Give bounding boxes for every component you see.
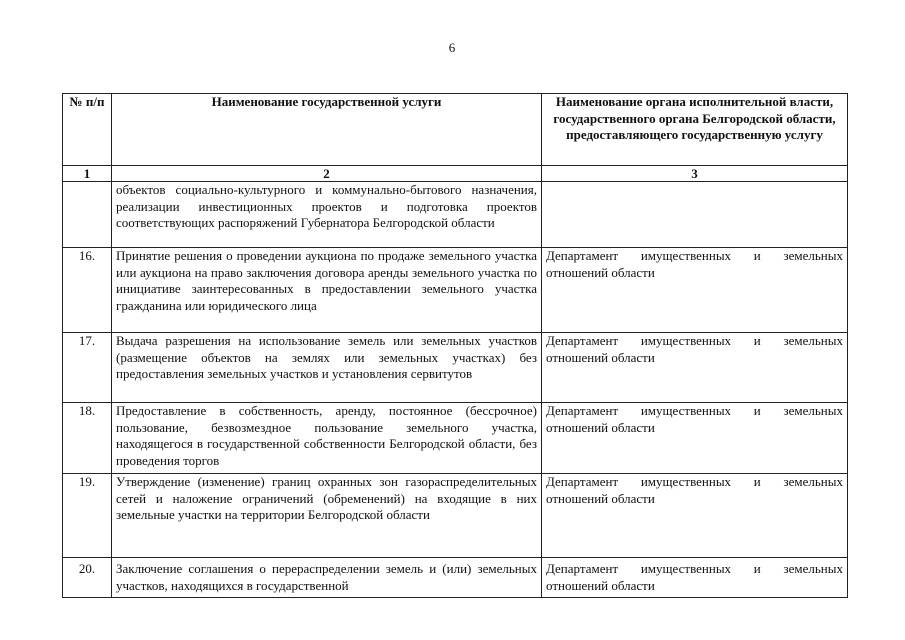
table-row [63,333,848,403]
column-index: 1 [63,166,112,182]
organization-name: Департамент имущественных и земельных отношений области [542,333,848,403]
column-index: 2 [112,166,542,182]
service-name: Утверждение (изменение) границ охранных зон газораспределительных сетей и наложение ограничений (обременений) на входящие в них земельные участки на территории Белгородской области [112,474,542,558]
row-number [63,182,112,248]
row-number: 18. [63,403,112,474]
service-name: Выдача разрешения на использование земель или земельных участков (размещение объектов на землях или земельных участках) без предоставления земельных участков и установления сервитутов [112,333,542,403]
organization-name: Департамент имущественных и земельных отношений области [542,558,848,598]
table-row [63,558,848,598]
column-index-row [63,166,848,182]
header-service-name: Наименование государственной услуги [112,94,542,166]
services-table [62,93,848,598]
row-number: 20. [63,558,112,598]
table-row [63,403,848,474]
row-number: 19. [63,474,112,558]
service-name: Принятие решения о проведении аукциона по продаже земельного участка или аукциона на право заключения договора аренды земельного участка по инициативе заинтересованных в предоставлении земельного участка гражданина или юридического лица [112,248,542,333]
organization-name: Департамент имущественных и земельных отношений области [542,474,848,558]
page-number: 6 [448,40,456,55]
column-index: 3 [542,166,848,182]
service-name: Предоставление в собственность, аренду, постоянное (бессрочное) пользование, безвозмездное пользование земельного участка, находящегося в государственной собственности Белгородской области, без проведения торгов [112,403,542,474]
table-row [63,248,848,333]
header-number: № п/п [63,94,112,166]
table-row [63,182,848,248]
organization-name: Департамент имущественных и земельных отношений области [542,403,848,474]
organization-name: Департамент имущественных и земельных отношений области [542,248,848,333]
row-number: 17. [63,333,112,403]
table-header-row [63,94,848,166]
header-organization: Наименование органа исполнительной власти, государственного органа Белгородской области, предоставляющего государственную услугу [542,94,848,166]
service-name: объектов социально-культурного и коммунально-бытового назначения, реализации инвестиционных проектов и подготовка проектов соответствующих распоряжений Губернатора Белгородской области [112,182,542,248]
row-number: 16. [63,248,112,333]
table-row [63,474,848,558]
service-name: Заключение соглашения о перераспределении земель и (или) земельных участков, находящихся в государственной [112,558,542,598]
organization-name [542,182,848,248]
